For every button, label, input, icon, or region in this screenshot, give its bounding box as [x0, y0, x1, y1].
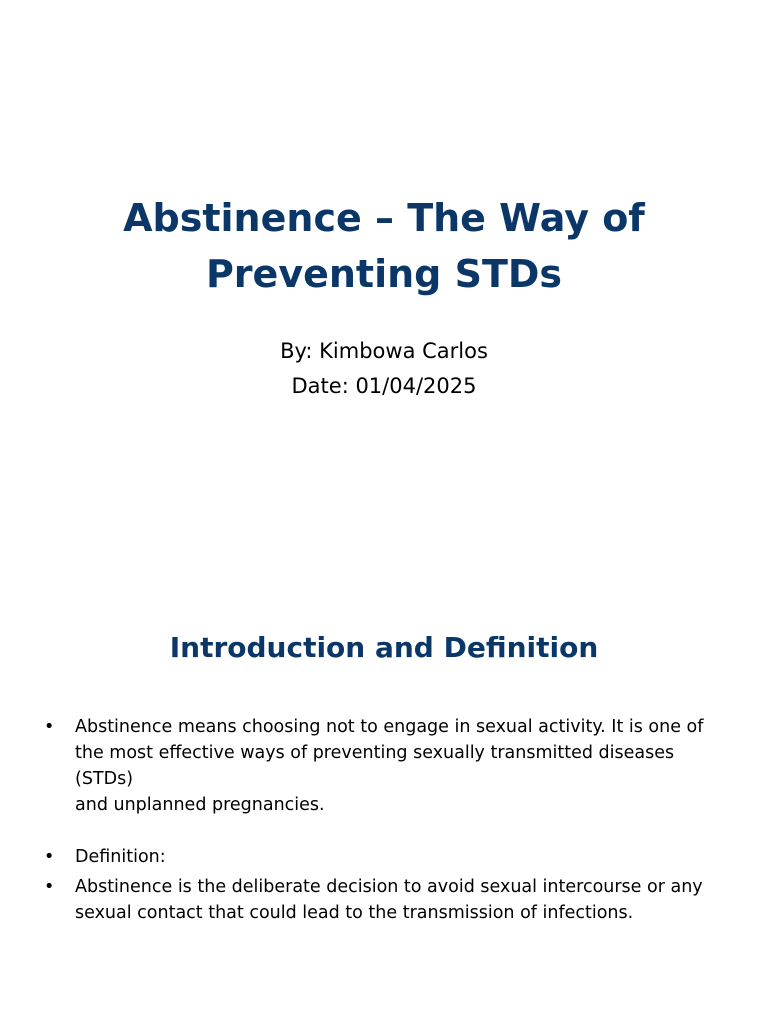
bullet-line: Abstinence is the deliberate decision to avoid sexual intercourse or any [75, 877, 703, 897]
bullet-item [44, 714, 728, 818]
bullet-line: and unplanned pregnancies. [75, 795, 325, 815]
bullet-marker: • [44, 877, 55, 897]
presentation-title [0, 190, 768, 302]
bullet-item [44, 874, 728, 926]
bullet-text [75, 874, 728, 926]
date-line: Date: 01/04/2025 [291, 374, 477, 398]
section-title: Introduction and Definition [169, 631, 599, 664]
bullet-marker: • [44, 847, 55, 867]
byline-block [0, 334, 768, 404]
bullet-line: the most effective ways of preventing sexually transmitted diseases (STDs) [75, 743, 675, 789]
bullet-line: Abstinence means choosing not to engage in sexual activity. It is one of [75, 717, 704, 737]
bullet-line: sexual contact that could lead to the transmission of infections. [75, 903, 634, 923]
author-line: By: Kimbowa Carlos [280, 339, 488, 363]
title-line-2: Preventing STDs [205, 252, 563, 296]
bullet-line: Definition: [75, 847, 166, 867]
bullet-text [75, 844, 728, 870]
bullet-marker: • [44, 717, 55, 737]
introduction-slide [0, 512, 768, 1024]
title-line-1: Abstinence – The Way of [123, 196, 645, 240]
bullet-text [75, 714, 728, 818]
bullet-item [44, 844, 728, 870]
